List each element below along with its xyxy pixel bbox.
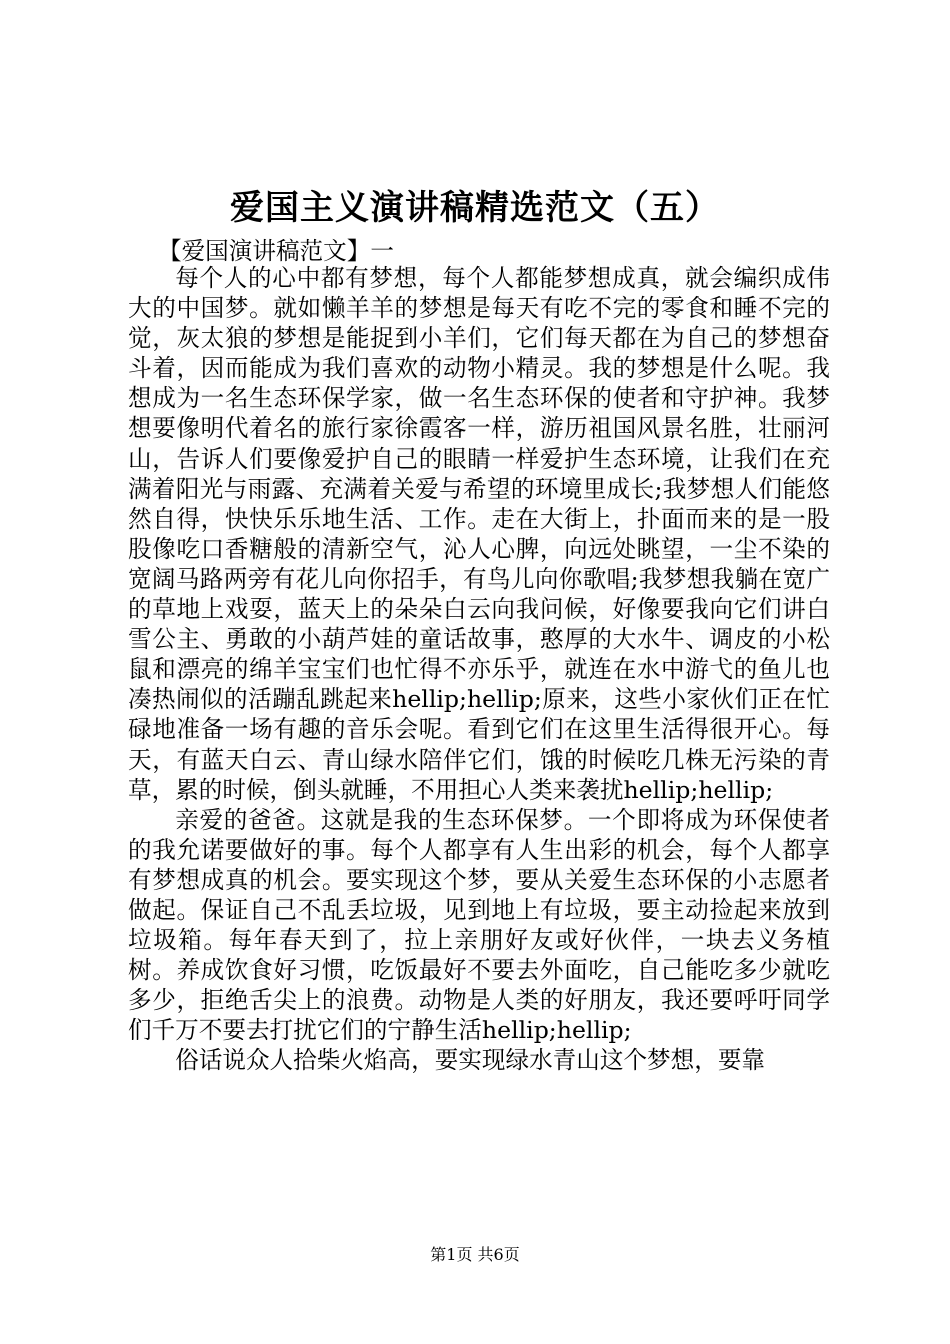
paragraph: 每个人的心中都有梦想，每个人都能梦想成真，就会编织成伟大的中国梦。就如懒羊羊的梦想是每天有吃不完的零食和睡不完的觉，灰太狼的梦想是能捉到小羊们，它们每天都在为自己的梦想奋斗着，因而能成为我们喜欢的动物小精灵。我的梦想是什么呢。我想成为一名生态环保学家，做一名生态环保的使者和守护神。我梦想要像明代着名的旅行家徐霞客一样，游历祖国风景名胜，壮丽河山，告诉人们要像爱护自己的眼睛一样爱护生态环境，让我们在充满着阳光与雨露、充满着关爱与希望的环境里成长;我梦想人们能悠然自得，快快乐乐地生活、工作。走在大街上，扑面而来的是一股股像吃口香糖般的清新空气，沁人心脾，向远处眺望，一尘不染的宽阔马路两旁有花儿向你招手，有鸟儿向你歌唱;我梦想我躺在宽广的草地上戏耍，蓝天上的朵朵白云向我问候，好像要我向它们讲白雪公主、勇敢的小葫芦娃的童话故事，憨厚的大水牛、调皮的小松鼠和漂亮的绵羊宝宝们也忙得不亦乐乎，就连在水中游弋的鱼儿也凑热闹似的活蹦乱跳起来hellip;hellip;原来，这些小家伙们正在忙碌地准备一场有趣的音乐会呢。看到它们在这里生活得很开心。每天，有蓝天白云、青山绿水陪伴它们，饿的时候吃几株无污染的青草，累的时候，倒头就睡，不用担心人类来袭扰hellip;hellip; [128, 264, 830, 804]
paragraph: 俗话说众人拾柴火焰高，要实现绿水青山这个梦想，要靠 [175, 1046, 766, 1075]
paragraph: 亲爱的爸爸。这就是我的生态环保梦。一个即将成为环保使者的我允诺要做好的事。每个人都享有人生出彩的机会，每个人都享有梦想成真的机会。要实现这个梦，要从关爱生态环保的小志愿者做起。保证自己不乱丢垃圾，见到地上有垃圾，要主动捡起来放到垃圾箱。每年春天到了，拉上亲朋好友或好伙伴，一块去义务植树。养成饮食好习惯，吃饭最好不要去外面吃，自己能吃多少就吃多少，拒绝舌尖上的浪费。动物是人类的好朋友，我还要呼吁同学们千万不要去打扰它们的宁静生活hellip;hellip; [128, 805, 830, 1045]
document-title: 爱国主义演讲稿精选范文（五） [230, 188, 720, 228]
section-label: 【爱国演讲稿范文】一 [158, 237, 394, 265]
document-body [128, 263, 830, 1076]
page-footer: 第1页 共6页 [430, 1245, 520, 1264]
